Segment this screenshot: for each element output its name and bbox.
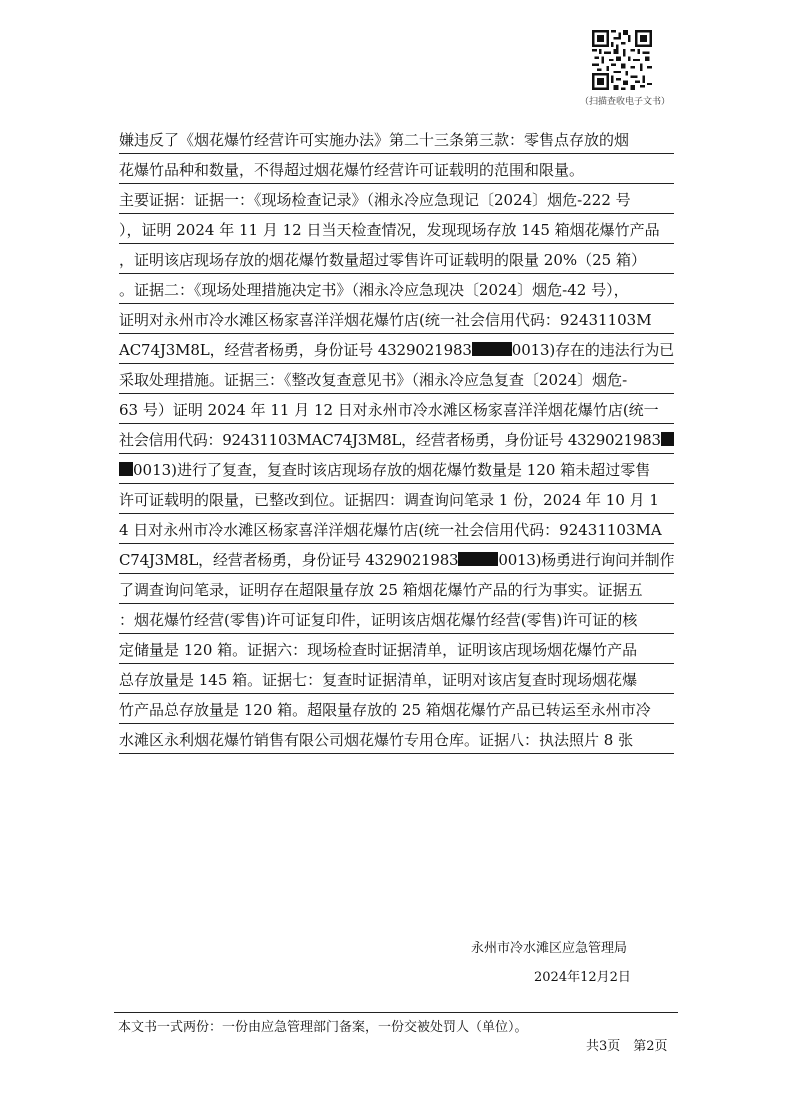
text-line: 4 日对永州市冷水滩区杨家喜洋洋烟花爆竹店(统一社会信用代码：92431103MA <box>119 514 674 544</box>
redaction-mark <box>661 432 674 446</box>
page-number: 共3页 第2页 <box>586 1039 668 1054</box>
footer-divider <box>114 1012 678 1013</box>
text-line: 社会信用代码：92431103MAC74J3M8L，经营者杨勇，身份证号 4329021983 <box>119 424 674 454</box>
issuing-agency: 永州市冷水滩区应急管理局 <box>471 941 628 956</box>
text-line: 花爆竹品种和数量，不得超过烟花爆竹经营许可证载明的范围和限量。 <box>119 154 674 184</box>
text-line: 总存放量是 145 箱。证据七：复查时证据清单，证明对该店复查时现场烟花爆 <box>119 664 674 694</box>
redaction-mark <box>472 342 512 356</box>
issue-date: 2024年12月2日 <box>534 970 631 985</box>
text-line: 采取处理措施。证据三：《整改复查意见书》（湘永冷应急复查〔2024〕烟危- <box>119 364 674 394</box>
text-line: ，证明该店现场存放的烟花爆竹数量超过零售许可证载明的限量 20%（25 箱） <box>119 244 674 274</box>
text-line: 证明对永州市冷水滩区杨家喜洋洋烟花爆竹店(统一社会信用代码：92431103M <box>119 304 674 334</box>
text-line: 竹产品总存放量是 120 箱。超限量存放的 25 箱烟花爆竹产品已转运至永州市冷 <box>119 694 674 724</box>
text-line: 定储量是 120 箱。证据六：现场检查时证据清单，证明该店现场烟花爆竹产品 <box>119 634 674 664</box>
text-line: ：烟花爆竹经营(零售)许可证复印件，证明该店烟花爆竹经营(零售)许可证的核 <box>119 604 674 634</box>
text-line: 嫌违反了《烟花爆竹经营许可实施办法》第二十三条第三款：零售点存放的烟 <box>119 124 674 154</box>
text-line: 了调查询问笔录，证明存在超限量存放 25 箱烟花爆竹产品的行为事实。证据五 <box>119 574 674 604</box>
text-line: ），证明 2024 年 11 月 12 日当天检查情况，发现现场存放 145 箱烟花爆竹产品 <box>119 214 674 244</box>
text-line: AC74J3M8L，经营者杨勇，身份证号 4329021983 0013)存在的违法行为已 <box>119 334 674 364</box>
text-line: 0013)进行了复查，复查时该店现场存放的烟花爆竹数量是 120 箱未超过零售 <box>119 454 674 484</box>
qr-caption: （扫描查收电子文书） <box>579 97 670 107</box>
text-line: 水滩区永利烟花爆竹销售有限公司烟花爆竹专用仓库。证据八：执法照片 8 张 <box>119 724 674 754</box>
text-line: 。证据二：《现场处理措施决定书》（湘永冷应急现决〔2024〕烟危-42 号）， <box>119 274 674 304</box>
document-body <box>119 124 674 754</box>
text-line: 63 号）证明 2024 年 11 月 12 日对永州市冷水滩区杨家喜洋洋烟花爆竹店(统一 <box>119 394 674 424</box>
footer-note: 本文书一式两份：一份由应急管理部门备案，一份交被处罚人（单位）。 <box>118 1020 528 1035</box>
text-line: 许可证载明的限量，已整改到位。证据四：调查询问笔录 1 份，2024 年 10 月 1 <box>119 484 674 514</box>
qr-code <box>592 30 652 90</box>
redaction-mark <box>458 552 498 566</box>
redaction-mark <box>119 462 133 476</box>
text-line: 主要证据：证据一：《现场检查记录》（湘永冷应急现记〔2024〕烟危-222 号 <box>119 184 674 214</box>
text-line: C74J3M8L，经营者杨勇，身份证号 4329021983 0013)杨勇进行询问并制作 <box>119 544 674 574</box>
